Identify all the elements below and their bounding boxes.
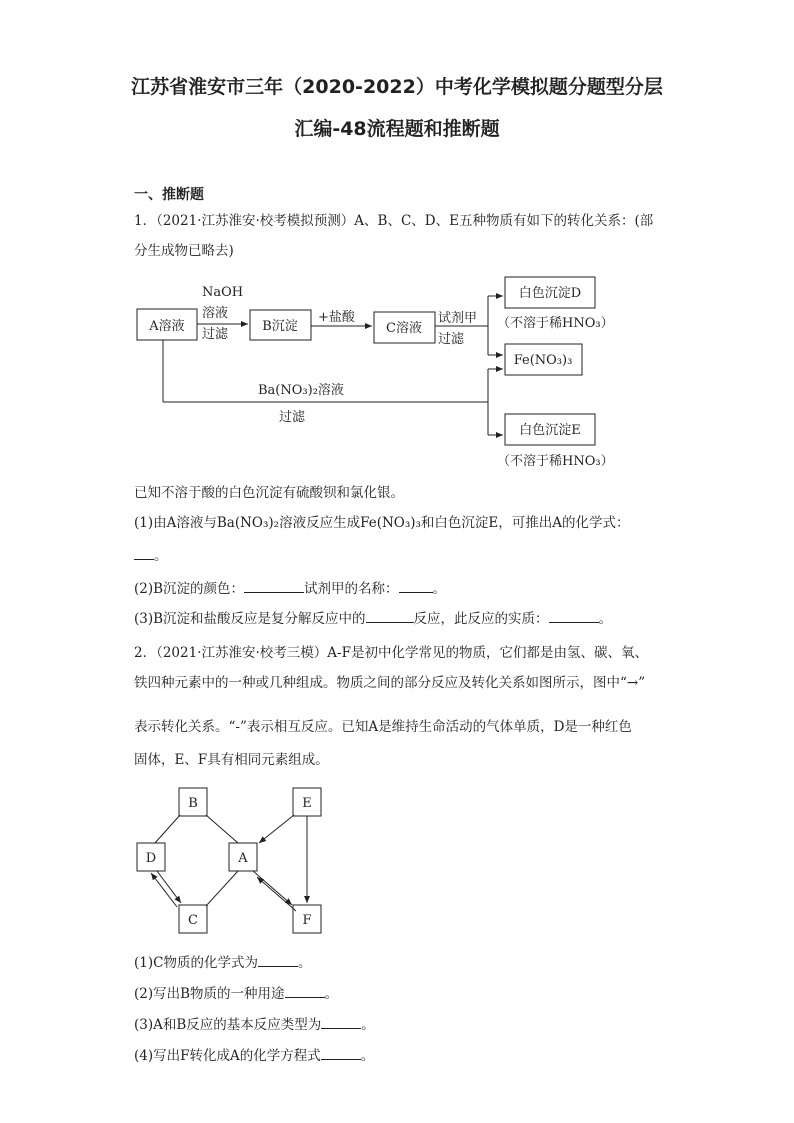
node-e-label: E [302, 796, 312, 811]
q2-sub2: (2)写出B物质的一种用途 。 [134, 986, 339, 1002]
document-title-line1: 江苏省淮安市三年（2020-2022）中考化学模拟题分题型分层 [131, 76, 663, 98]
document-title-line2: 汇编-48流程题和推断题 [294, 118, 500, 140]
node-c-label: C [188, 913, 198, 928]
arrow-a-to-f [253, 871, 292, 905]
arrow-d-to-c [157, 871, 181, 903]
edge-b-d [155, 815, 180, 843]
label-add-hcl: +盐酸 [318, 310, 355, 325]
q2-intro-line2: 铁四种元素中的一种或几种组成。物质之间的部分反应及转化关系如图所示，图中“→” [134, 675, 646, 691]
q2-intro-line4: 固体，E、F具有相同元素组成。 [134, 752, 329, 768]
label-white-precipitate-e: 白色沉淀E [519, 423, 581, 438]
label-note-d: （不溶于稀HNO₃） [497, 316, 614, 331]
section-heading: 一、推断题 [134, 187, 204, 203]
answer-blank[interactable] [321, 1047, 361, 1060]
q1-sub1-answer-line: 。 [134, 547, 168, 564]
node-b-label: B [188, 796, 198, 811]
q1-sub3: (3)B沉淀和盐酸反应是复分解反应中的 反应，此反应的实质： 。 [134, 611, 613, 627]
q1-intro-line2: 分生成物已略去) [134, 243, 234, 259]
label-filter-1: 过滤 [202, 327, 229, 342]
q1-intro-line1: 1．（2021·江苏淮安·校考模拟预测）A、B、C、D、E五种物质有如下的转化关系：(部 [134, 213, 654, 229]
label-note-e: （不溶于稀HNO₃） [497, 454, 614, 469]
label-naoh: NaOH [202, 285, 244, 300]
label-b-precipitate: B沉淀 [262, 319, 298, 334]
answer-blank[interactable] [321, 1016, 361, 1029]
q1-sub1: (1)由A溶液与Ba(NO₃)₂溶液反应生成Fe(NO₃)₃和白色沉淀E，可推出A的化学式： [134, 515, 630, 531]
label-fe-nitrate: Fe(NO₃)₃ [513, 353, 573, 368]
arrow-e-to-a [259, 815, 294, 843]
label-ba-nitrate-solution: Ba(NO₃)₂溶液 [258, 383, 344, 398]
q2-sub4: (4)写出F转化成A的化学方程式 。 [134, 1048, 375, 1064]
label-filter-3: 过滤 [279, 410, 306, 425]
label-reagent-jia: 试剂甲 [438, 311, 478, 326]
label-a-solution: A溶液 [149, 319, 185, 334]
q2-sub3: (3)A和B反应的基本反应类型为 。 [134, 1017, 375, 1033]
q1-known-info: 已知不溶于酸的白色沉淀有硫酸钡和氯化银。 [134, 485, 404, 501]
arrow-f-to-a [257, 877, 296, 911]
q2-intro-line1: 2．（2021·江苏淮安·校考三模）A-F是初中化学常见的物质，它们都是由氢、碳、氧、 [134, 645, 648, 661]
edge-a-c [206, 871, 238, 906]
node-f-label: F [302, 913, 312, 928]
label-solution: 溶液 [202, 306, 229, 321]
q2-intro-line3: 表示转化关系。“-”表示相互反应。已知A是维持生命活动的气体单质，D是一种红色 [134, 719, 632, 735]
arrow-c-to-d [151, 873, 177, 907]
label-white-precipitate-d: 白色沉淀D [518, 286, 582, 301]
label-filter-2: 过滤 [438, 332, 465, 347]
q1-sub2: (2)B沉淀的颜色： 试剂甲的名称： 。 [134, 581, 447, 597]
q2-sub1: (1)C物质的化学式为 。 [134, 955, 312, 971]
node-a-label: A [238, 851, 248, 866]
node-d-label: D [145, 851, 157, 866]
label-c-solution: C溶液 [386, 321, 422, 336]
edge-b-a [206, 815, 238, 843]
answer-blank[interactable] [285, 985, 325, 998]
answer-blank[interactable] [258, 954, 298, 967]
